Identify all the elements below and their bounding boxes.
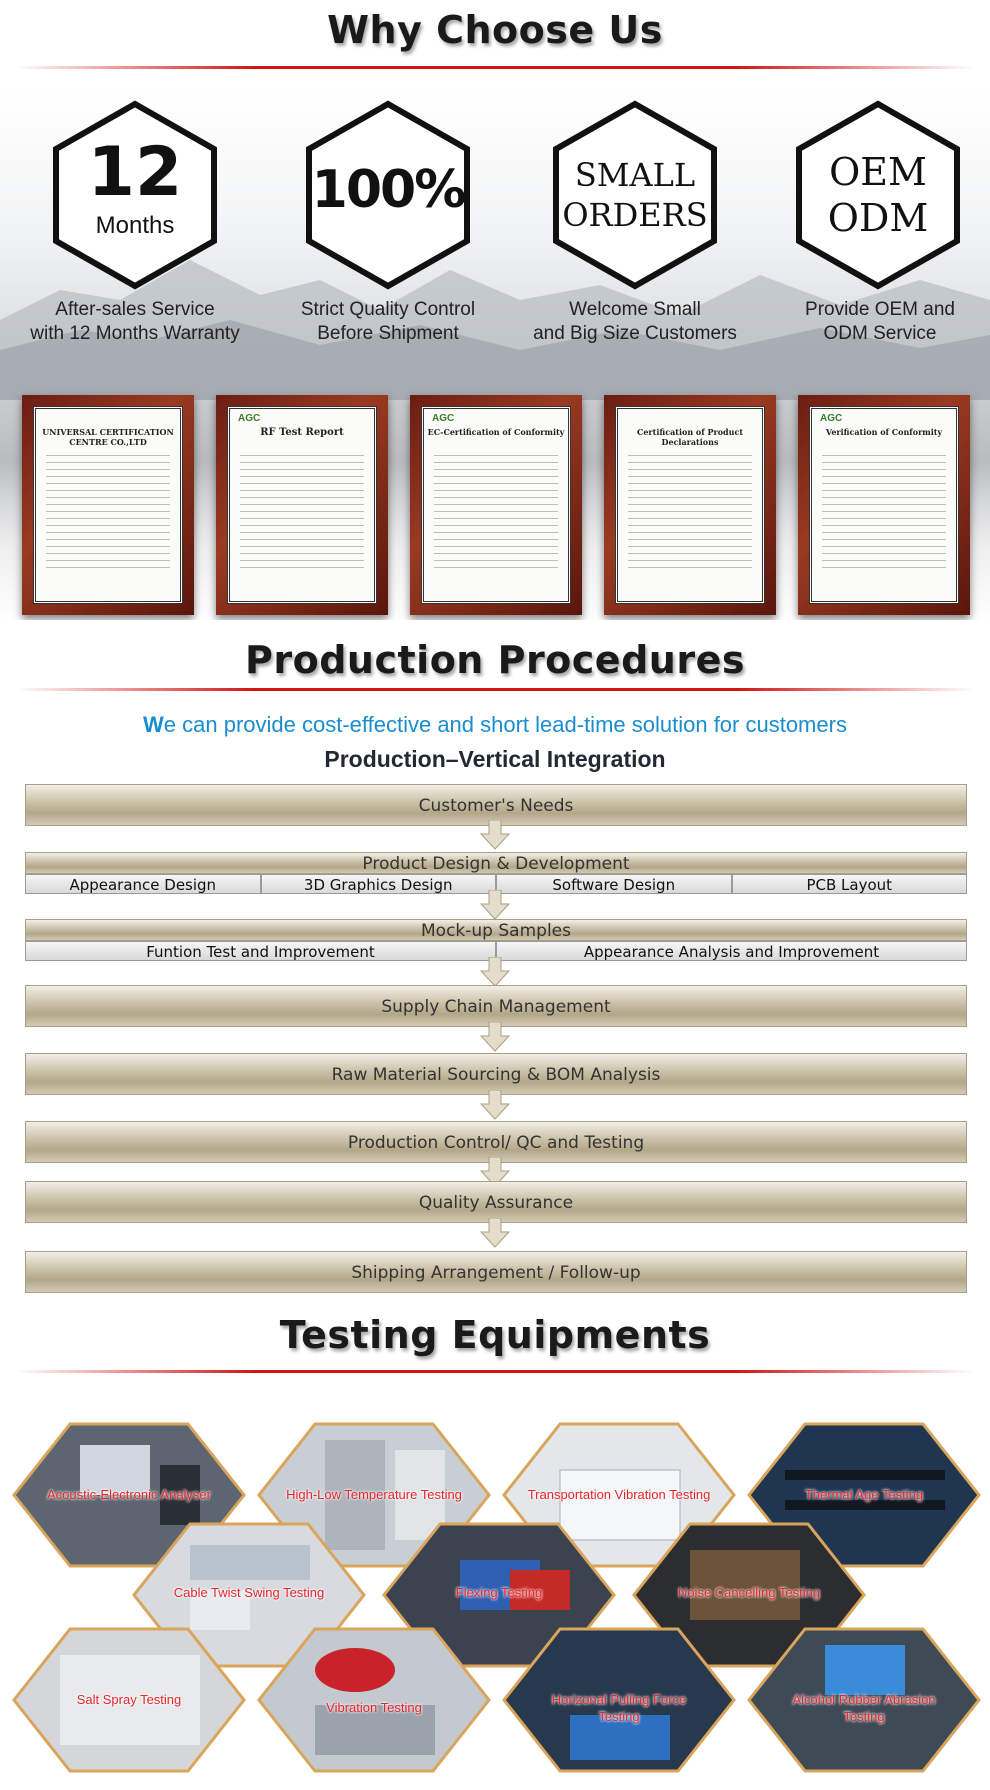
step-raw-material: Raw Material Sourcing & BOM Analysis	[25, 1053, 967, 1095]
flow-subtitle: Production–Vertical Integration	[324, 746, 666, 772]
certificate-frame: UNIVERSAL CERTIFICATION CENTRE CO.,LTD	[22, 395, 194, 615]
step-design-development: Product Design & Development	[25, 852, 967, 874]
down-arrow-icon	[480, 1090, 510, 1120]
test-tile: Flexing Testing	[380, 1520, 618, 1670]
oem-odm-caption: Provide OEM and ODM Service	[805, 299, 955, 344]
small-orders-caption: Welcome Small and Big Size Customers	[533, 299, 737, 344]
production-procedures-title: Production Procedures	[245, 638, 745, 682]
down-arrow-icon	[480, 1218, 510, 1248]
certificate-frame: Certification of Product Declarations	[604, 395, 776, 615]
substep: Appearance Design	[25, 874, 261, 894]
test-tile: Vibration Testing	[255, 1625, 493, 1775]
test-tile: Alcohol Rubber Abrasion Testing	[745, 1625, 983, 1775]
substep: Software Design	[496, 874, 732, 894]
warranty-hexagon: 12 Months	[50, 100, 220, 290]
test-tile: Noise Cancelling Testing	[630, 1520, 868, 1670]
step-shipping: Shipping Arrangement / Follow-up	[25, 1251, 967, 1293]
substep: 3D Graphics Design	[261, 874, 497, 894]
certificate-frame: AGC RF Test Report	[216, 395, 388, 615]
test-tile: Salt Spray Testing	[10, 1625, 248, 1775]
why-choose-us-banner	[0, 90, 990, 620]
testing-equipments-title: Testing Equipments	[279, 1313, 711, 1357]
step-quality-assurance: Quality Assurance	[25, 1181, 967, 1223]
down-arrow-icon	[480, 957, 510, 987]
testing-equipment-gallery	[0, 1410, 990, 1790]
down-arrow-icon	[480, 1022, 510, 1052]
step-customer-needs: Customer's Needs	[25, 784, 967, 826]
tagline: We can provide cost-effective and short lead-time solution for customers	[143, 712, 847, 737]
test-tile: Thermal Age Testing	[745, 1420, 983, 1570]
test-tile: High-Low Temperature Testing	[255, 1420, 493, 1570]
step-production-control: Production Control/ QC and Testing	[25, 1121, 967, 1163]
certificate-frame: AGC EC-Certification of Conformity	[410, 395, 582, 615]
test-tile: Horizonal Pulling Force Testing	[500, 1625, 738, 1775]
why-choose-us-title: Why Choose Us	[327, 8, 663, 52]
step-supply-chain: Supply Chain Management	[25, 985, 967, 1027]
quality-hexagon: 100%	[303, 100, 473, 290]
test-tile: Cable Twist Swing Testing	[130, 1520, 368, 1670]
small-orders-hexagon: SMALL ORDERS	[550, 100, 720, 290]
certificate-frame: AGC Verification of Conformity	[798, 395, 970, 615]
warranty-caption: After-sales Service with 12 Months Warranty	[30, 299, 240, 344]
test-tile: Acoustic-Electronic Analyser	[10, 1420, 248, 1570]
title-divider	[15, 66, 975, 69]
substep: Appearance Analysis and Improvement	[496, 941, 967, 961]
substep: PCB Layout	[732, 874, 968, 894]
quality-caption: Strict Quality Control Before Shipment	[300, 299, 476, 344]
test-tile: Transportation Vibration Testing	[500, 1420, 738, 1570]
down-arrow-icon	[480, 890, 510, 920]
step-mockup-samples: Mock-up Samples	[25, 919, 967, 941]
title-divider	[15, 1370, 975, 1373]
title-divider	[15, 688, 975, 691]
down-arrow-icon	[480, 820, 510, 850]
substep: Funtion Test and Improvement	[25, 941, 496, 961]
oem-odm-hexagon: OEM ODM	[793, 100, 963, 290]
